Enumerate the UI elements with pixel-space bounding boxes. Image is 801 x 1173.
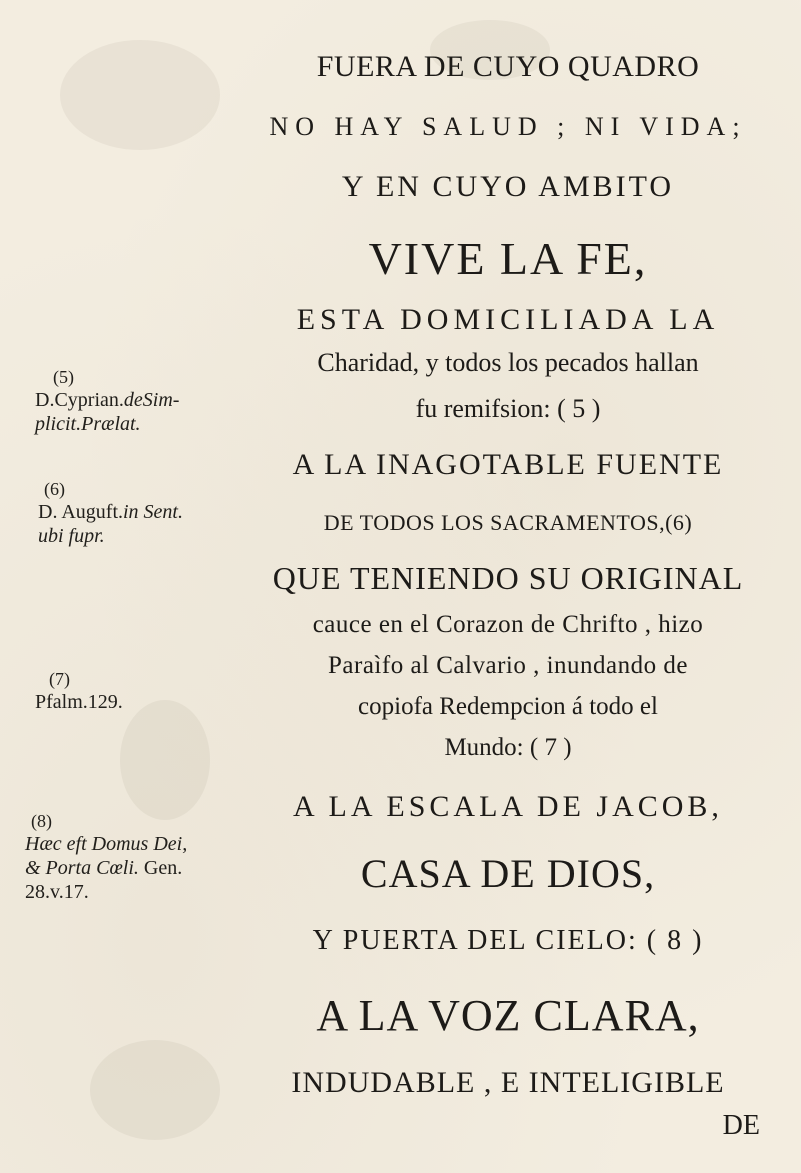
heading-line-19: INDUDABLE , E INTELIGIBLE [291,1066,725,1099]
heading-line-5: ESTA DOMICILIADA LA [296,303,720,336]
note-text [35,388,179,412]
note-text-italic: in Sent. [123,501,183,523]
margin-note-7 [35,668,123,714]
note-number: (6) [44,479,65,499]
text-line-7: fu remifsion: ( 5 ) [415,394,601,423]
note-text [38,500,183,524]
catchword: DE [722,1110,760,1141]
note-text-roman: D.Cyprian. [35,389,124,411]
note-number: (8) [31,811,52,831]
note-number: (5) [53,367,74,387]
text-line-6: Charidad, y todos los pecados hallan [317,348,699,377]
text-line-12: Paraìfo al Calvario , inundando de [328,652,688,679]
heading-line-4: VIVE LA FE, [368,233,648,284]
heading-line-3: Y EN CUYO AMBITO [341,170,675,203]
note-text-italic-line: plicit.Prælat. [35,413,141,435]
note-text-italic-line: ubi fupr. [38,525,105,547]
text-line-14: Mundo: ( 7 ) [444,734,572,761]
note-text [25,856,187,880]
heading-line-17: Y PUERTA DEL CIELO: ( 8 ) [312,925,704,956]
heading-line-2: NO HAY SALUD ; NI VIDA; [269,112,747,141]
note-text-roman: D. Auguft. [38,501,123,523]
note-text: 28.v.17. [25,881,89,903]
margin-note-6 [38,478,183,548]
note-text-italic: deSim- [123,389,180,411]
paper-stain [120,700,210,820]
note-number: (7) [49,669,70,689]
heading-line-15: A LA ESCALA DE JACOB, [293,790,723,823]
note-text-italic-line: Hæc eft Domus Dei, [25,833,188,855]
note-text: Pfalm.129. [35,691,123,713]
heading-line-1: FUERA DE CUYO QUADRO [316,50,700,83]
paper-stain [60,40,220,150]
heading-line-9: DE TODOS LOS SACRAMENTOS,(6) [323,510,693,535]
margin-note-8 [25,810,187,904]
heading-line-16: CASA DE DIOS, [360,851,656,896]
note-text-roman: Gen. [138,857,183,879]
text-line-13: copiofa Redempcion á todo el [358,693,658,720]
text-line-11: cauce en el Corazon de Chrifto , hizo [312,611,704,638]
note-text-italic: & Porta Cœli. [25,857,139,879]
margin-note-5 [35,366,179,436]
heading-line-8: A LA INAGOTABLE FUENTE [292,448,724,481]
heading-line-10: QUE TENIENDO SU ORIGINAL [272,560,744,596]
heading-line-18: A LA VOZ CLARA, [316,991,700,1040]
